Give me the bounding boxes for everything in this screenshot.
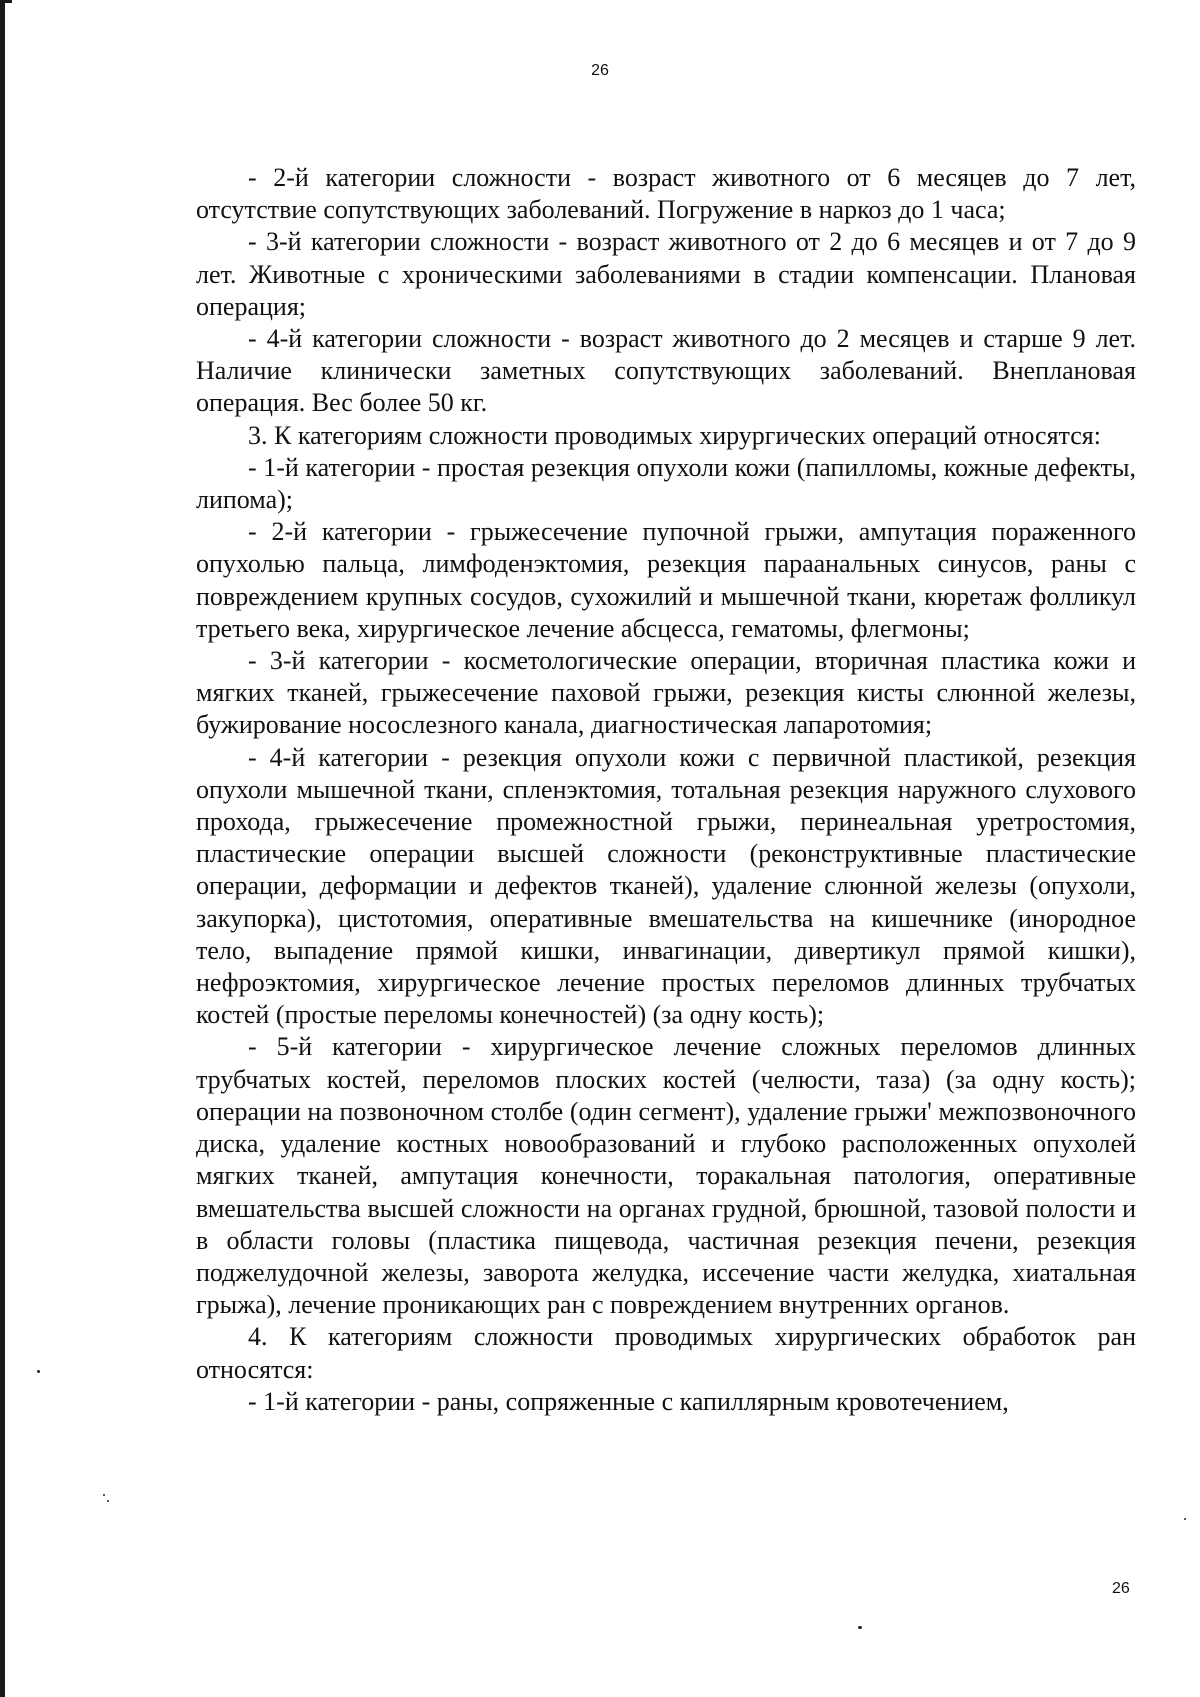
page-number-top: 26: [591, 62, 609, 79]
paragraph: - 4-й категории сложности - возраст животного до 2 месяцев и старше 9 лет. Наличие клинически заметных сопутствующих заболеваний. Внеплановая операция. Вес более 50 кг.: [196, 324, 1136, 418]
paragraph: - 2-й категории сложности - возраст животного от 6 месяцев до 7 лет, отсутствие сопутствующих заболеваний. Погружение в наркоз до 1 часа;: [196, 163, 1136, 225]
paragraph: 4. К категориям сложности проводимых хирургических обработок ран относятся:: [196, 1322, 1136, 1384]
paragraph: - 4-й категории - резекция опухоли кожи с первичной пластикой, резекция опухоли мышечной ткани, спленэктомия, тотальная резекция наружного слухового прохода, грыжесечение промежностной грыжи, перинеальная уретростомия, пластические операции высшей сложности (реконструктивные пластические операции, деформации и дефектов тканей), удаление слюнной железы (опухоли, закупорка), цистотомия, оперативные вмешательства на кишечнике (инородное тело, выпадение прямой кишки, инвагинации, дивертикул прямой кишки), нефроэктомия, хирургическое лечение простых переломов длинных трубчатых костей (простые переломы конечностей) (за одну кость);: [196, 742, 1136, 1030]
paragraph: - 1-й категории - раны, сопряженные с капиллярным кровотечением,: [248, 1386, 1009, 1416]
paragraph: - 3-й категории сложности - возраст животного от 2 до 6 месяцев и от 7 до 9 лет. Животные с хроническими заболеваниями в стадии компенсации. Плановая операция;: [196, 227, 1136, 321]
scan-speck: [1184, 1518, 1186, 1520]
paragraph: - 1-й категории - простая резекция опухоли кожи (папилломы, кожные дефекты, липома);: [196, 452, 1136, 515]
scan-speck: [37, 1370, 40, 1373]
page-number-bottom: 26: [1112, 1580, 1130, 1597]
paragraph: - 5-й категории - хирургическое лечение сложных переломов длинных трубчатых костей, переломов плоских костей (челюсти, таза) (за одну кость); операции на позвоночном столбе (один сегмент), удаление грыжи' межпозвоночного диска, удаление костных новообразований и глубоко расположенных опухолей мягких тканей, ампутация конечности, торакальная патология, оперативные вмешательства высшей сложности на органах грудной, брюшной, тазовой полости и в области головы (пластика пищевода, частичная резекция печени, резекция поджелудочной железы, заворота желудка, иссечение части желудка, хиатальная грыжа), лечение проникающих ран с повреждением внутренних органов.: [196, 1032, 1136, 1320]
scan-corner-mark: [0, 0, 12, 3]
scan-speck: [103, 1494, 105, 1496]
scan-speck: [858, 1626, 862, 1629]
scan-speck: [107, 1500, 109, 1502]
paragraph: 3. К категориям сложности проводимых хирургических операций относятся:: [248, 420, 1101, 450]
document-body: [196, 162, 1136, 1418]
paragraph: - 3-й категории - косметологические операции, вторичная пластика кожи и мягких тканей, грыжесечение паховой грыжи, резекция кисты слюнной железы, бужирование носослезного канала, диагностическая лапаротомия;: [196, 646, 1136, 740]
scan-edge-shadow: [0, 0, 5, 1697]
paragraph: - 2-й категории - грыжесечение пупочной грыжи, ампутация пораженного опухолью пальца, лимфоденэктомия, резекция параанальных синусов, раны с повреждением крупных сосудов, сухожилий и мышечной ткани, кюретаж фолликул третьего века, хирургическое лечение абсцесса, гематомы, флегмоны;: [196, 517, 1136, 643]
